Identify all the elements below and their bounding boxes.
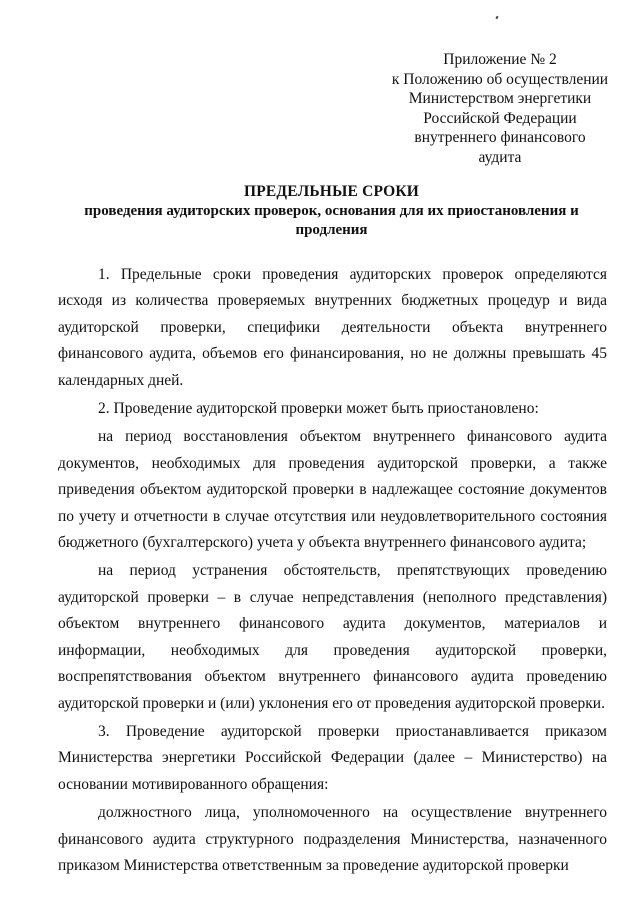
appendix-line: Российской Федерации: [423, 109, 577, 127]
appendix-line: аудита: [478, 148, 522, 166]
appendix-line: Приложение № 2: [443, 51, 557, 68]
title-main: ПРЕДЕЛЬНЫЕ СРОКИ: [243, 183, 420, 200]
paragraph-2: 2. Проведение аудиторской проверки может быть приостановлено:: [98, 400, 539, 418]
appendix-header: [380, 50, 620, 167]
document-title: [58, 182, 605, 240]
paragraph-3: 3. Проведение аудиторской проверки приостанавливается приказом Министерства энергетики Российской Федерации (далее – Министерство) на основании мотивированного обращения:: [58, 722, 607, 793]
document-body: [58, 262, 607, 879]
title-subtitle: проведения аудиторских проверок, основания для их приостановления и продления: [84, 203, 579, 238]
appendix-line: к Положению об осуществлении: [391, 70, 609, 88]
appendix-line: внутреннего финансового: [414, 129, 586, 146]
paragraph-3-item-1: должностного лица, уполномоченного на осуществление внутреннего финансового аудита структурного подразделения Министерства, назначенного приказом Министерства ответственным за проведение аудиторской проверки: [58, 804, 607, 874]
paragraph-2-item-2: на период устранения обстоятельств, препятствующих проведению аудиторской проверки – в случае непредставления (неполного представления) объектом внутреннего финансового аудита документов, материалов и информации, необходимых для проведения аудиторской проверки, воспрепятствования объектом внутреннего финансового аудита проведению аудиторской проверки и (или) уклонения его от проведения аудиторской проверки.: [58, 562, 607, 712]
scan-artifact: [495, 16, 498, 20]
paragraph-2-item-1: на период восстановления объектом внутреннего финансового аудита документов, необходимых для проведения аудиторской проверки, а также приведения объектом аудиторской проверки в надлежащее состояние документов по учету и отчетности в случае отсутствия или неудовлетворительного состояния бюджетного (бухгалтерского) учета у объекта внутреннего финансового аудита;: [58, 428, 607, 552]
appendix-line: Министерством энергетики: [408, 90, 592, 107]
paragraph-1: 1. Предельные сроки проведения аудиторских проверок определяются исходя из количества проверяемых внутренних бюджетных процедур и вида аудиторской проверки, специфики деятельности объекта внутреннего финансового аудита, объемов его финансирования, но не должны превышать 45 календарных дней.: [58, 266, 607, 389]
